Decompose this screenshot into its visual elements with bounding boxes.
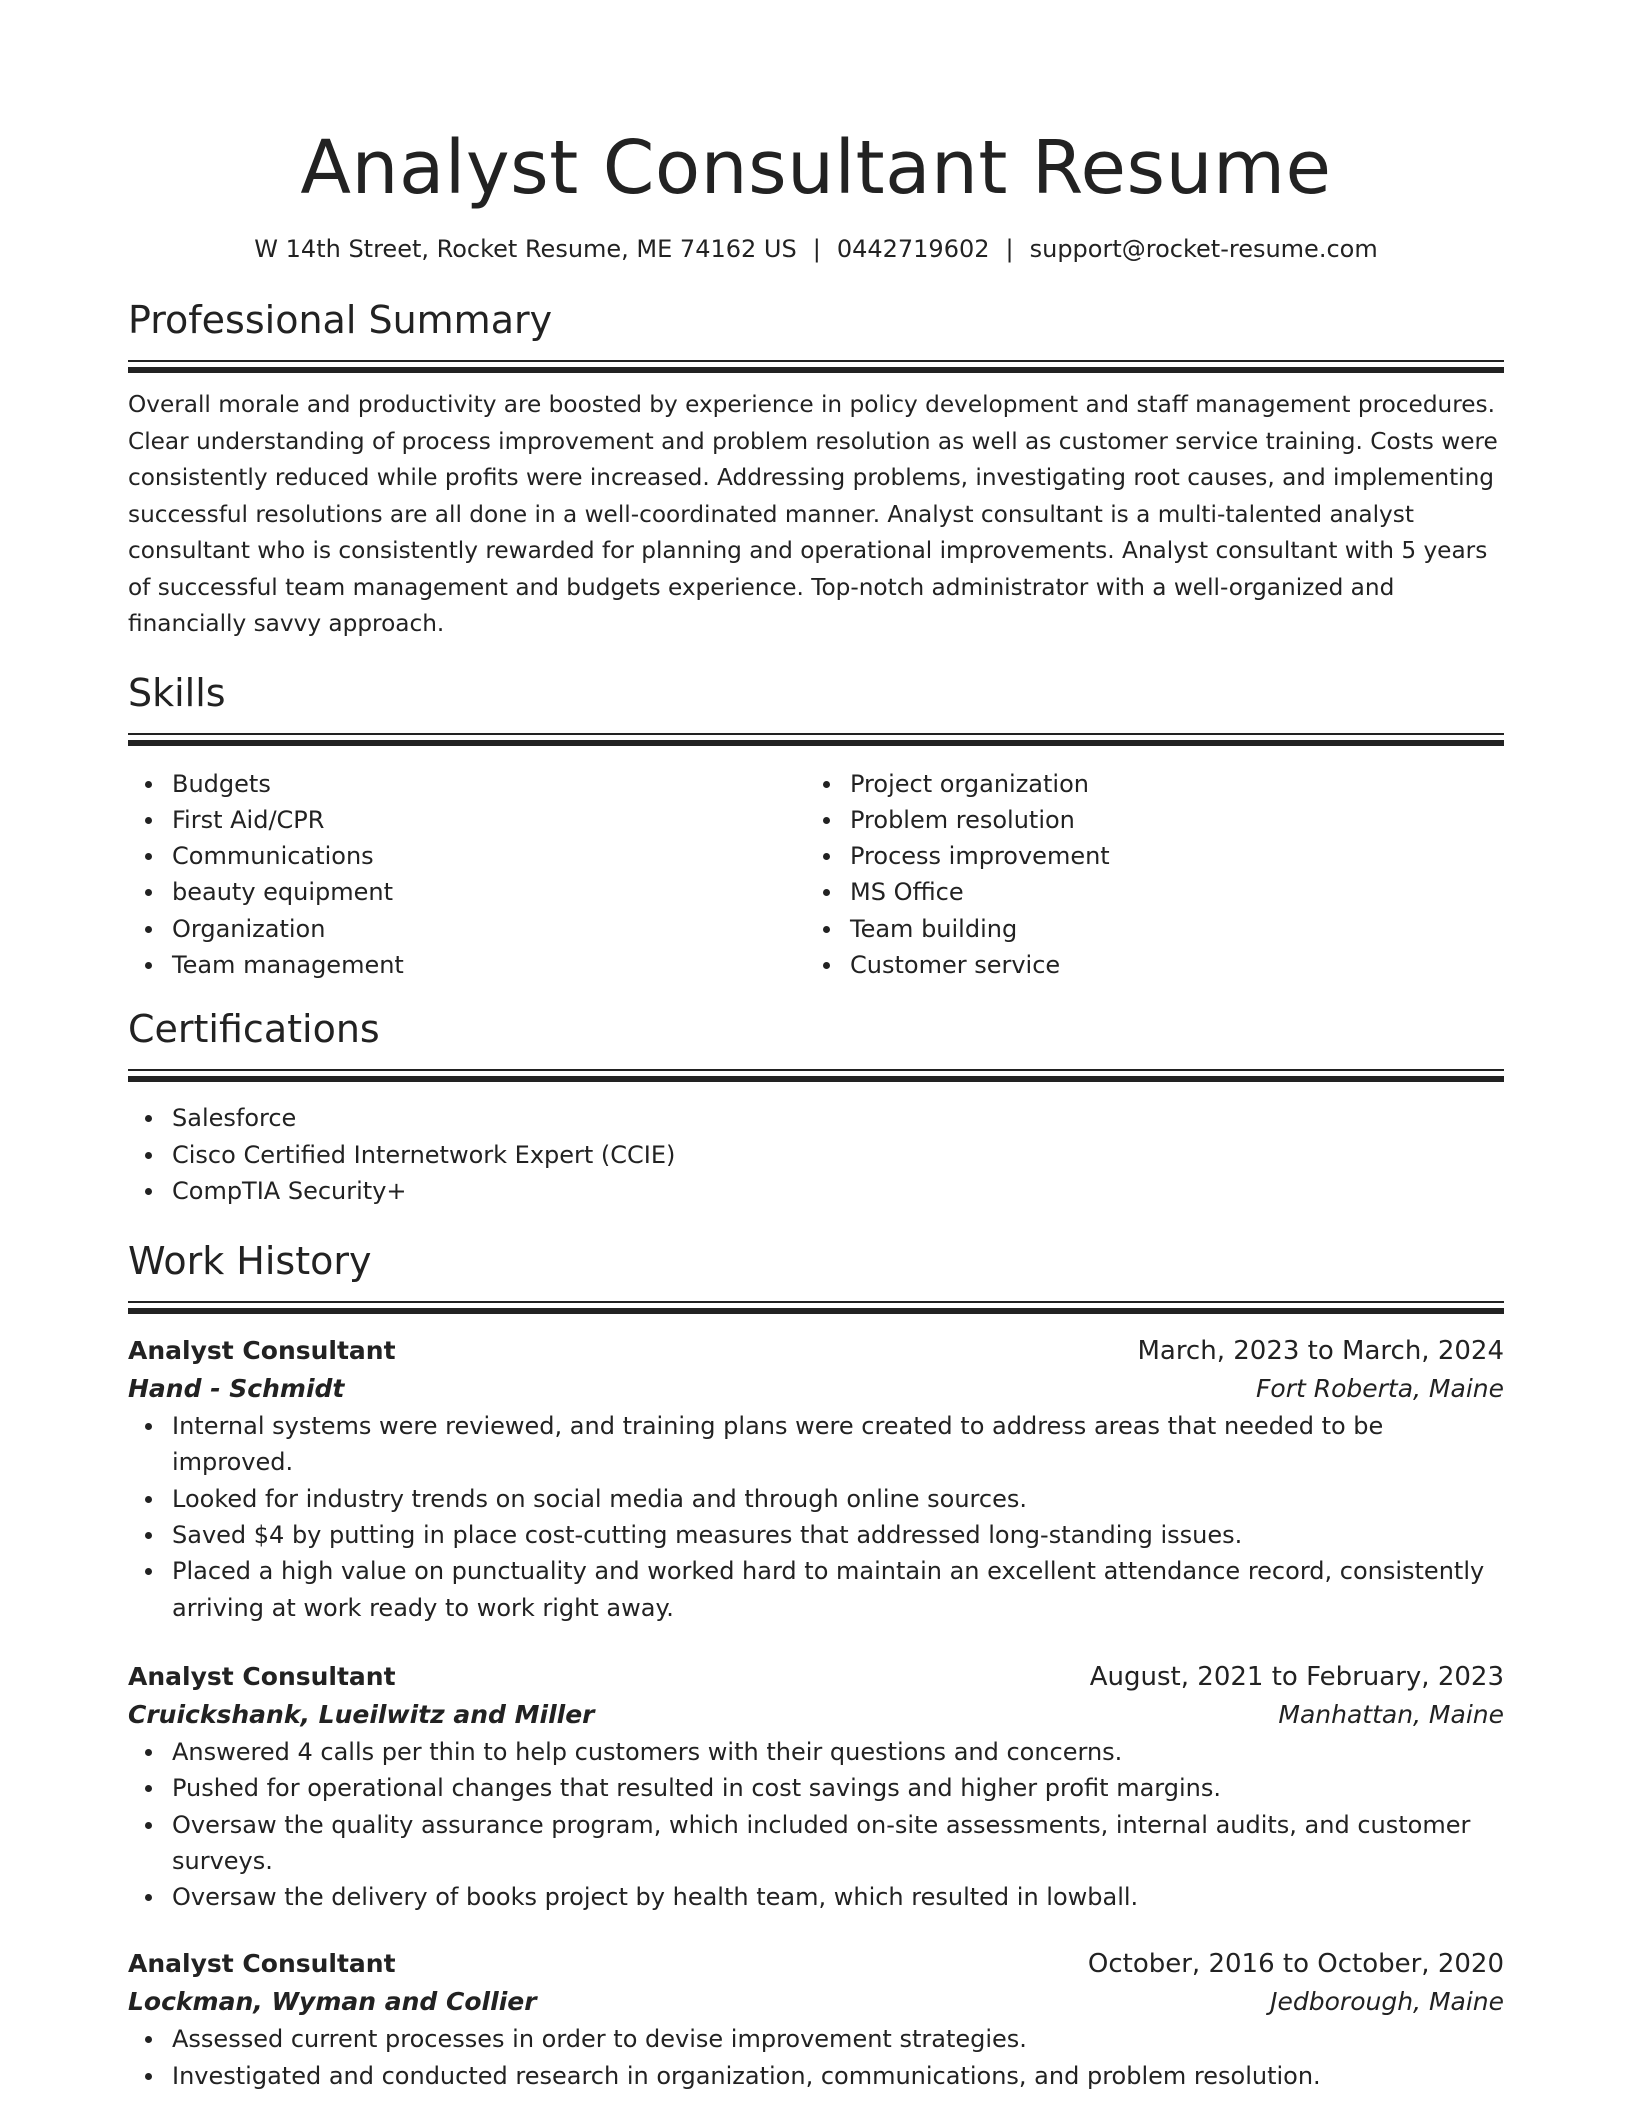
- job-company: Lockman, Wyman and Collier: [128, 1987, 537, 2017]
- section-divider: [128, 1301, 1504, 1314]
- skills-column-left: [128, 766, 806, 984]
- skill-item: Customer service: [850, 947, 1484, 983]
- skills-grid: [128, 766, 1504, 984]
- certifications-heading: Certifications: [128, 1007, 380, 1052]
- job-location: Manhattan, Maine: [1278, 1699, 1504, 1729]
- job-dates: August, 2021 to February, 2023: [1089, 1661, 1504, 1692]
- job-duty: Answered 4 calls per thin to help customers with their questions and concerns.: [172, 1734, 1504, 1770]
- job-title: Analyst Consultant: [128, 1661, 396, 1691]
- job-entry: [128, 1332, 1504, 1626]
- job-dates: October, 2016 to October, 2020: [1087, 1949, 1504, 1980]
- job-entry: [128, 1945, 1504, 2094]
- certifications-section: [128, 1005, 1504, 1209]
- resume-title: Analyst Consultant Resume: [300, 125, 1332, 211]
- job-duty: Investigated and conducted research in organization, communications, and problem resolution.: [172, 2058, 1504, 2094]
- job-duty: Pushed for operational changes that resulted in cost savings and higher profit margins.: [172, 1770, 1504, 1806]
- contact-phone: 0442719602: [836, 235, 990, 263]
- job-duty: Internal systems were reviewed, and training plans were created to address areas that needed to be improved.: [172, 1408, 1504, 1481]
- job-location: Jedborough, Maine: [1270, 1987, 1504, 2017]
- job-header-row: [128, 1332, 1504, 1370]
- skill-item: MS Office: [850, 874, 1484, 910]
- summary-text: Overall morale and productivity are boosted by experience in policy development and staff management procedures. Clear understanding of process improvement and problem resolution as well as customer service training. Costs were consistently reduced while profits were increased. Addressing problems, investigating root causes, and implementing successful resolutions are all done in a well-coordinated manner. Analyst consultant is a multi-talented analyst consultant who is consistently rewarded for planning and operational improvements. Analyst consultant with 5 years of successful team management and budgets experience. Top-notch administrator with a well-organized and financially savvy approach.: [128, 391, 1498, 637]
- skill-item: beauty equipment: [172, 874, 806, 910]
- certification-item: Cisco Certified Internetwork Expert (CCIE): [172, 1137, 1504, 1173]
- certification-item: Salesforce: [172, 1100, 1504, 1136]
- skill-item: First Aid/CPR: [172, 802, 806, 838]
- job-duty: Oversaw the quality assurance program, which included on-site assessments, internal audits, and customer surveys.: [172, 1807, 1504, 1880]
- job-duties-list: [128, 2021, 1504, 2094]
- work-history-heading: Work History: [128, 1239, 372, 1284]
- job-company: Cruickshank, Lueilwitz and Miller: [128, 1699, 595, 1729]
- job-title: Analyst Consultant: [128, 1336, 396, 1366]
- job-duty: Saved $4 by putting in place cost-cutting measures that addressed long-standing issues.: [172, 1517, 1504, 1553]
- skill-item: Project organization: [850, 766, 1484, 802]
- job-subheader-row: [128, 1983, 1504, 2021]
- section-divider: [128, 733, 1504, 746]
- job-duty: Placed a high value on punctuality and worked hard to maintain an excellent attendance record, consistently arriving at work ready to work right away.: [172, 1553, 1504, 1626]
- skill-item: Team building: [850, 911, 1484, 947]
- job-entry: [128, 1658, 1504, 1915]
- job-duties-list: [128, 1408, 1504, 1626]
- contact-email: support@rocket-resume.com: [1029, 235, 1378, 263]
- skill-item: Process improvement: [850, 838, 1484, 874]
- summary-heading: Professional Summary: [128, 298, 553, 342]
- contact-separator: |: [1005, 235, 1014, 263]
- certifications-list: [128, 1100, 1504, 1209]
- job-company: Hand - Schmidt: [128, 1374, 345, 1404]
- contact-address: W 14th Street, Rocket Resume, ME 74162 US: [254, 235, 797, 263]
- section-divider: [128, 360, 1504, 373]
- skills-column-right: [806, 766, 1484, 984]
- skills-section: [128, 669, 1504, 984]
- section-divider: [128, 1069, 1504, 1082]
- job-subheader-row: [128, 1696, 1504, 1734]
- resume-page: [128, 0, 1504, 2094]
- skills-list-left: [128, 766, 806, 984]
- skill-item: Problem resolution: [850, 802, 1484, 838]
- job-title: Analyst Consultant: [128, 1949, 396, 1979]
- skills-list-right: [806, 766, 1484, 984]
- certification-item: CompTIA Security+: [172, 1173, 1504, 1209]
- job-duty: Looked for industry trends on social media and through online sources.: [172, 1481, 1504, 1517]
- job-header-row: [128, 1945, 1504, 1983]
- job-duties-list: [128, 1734, 1504, 1915]
- job-duty: Oversaw the delivery of books project by health team, which resulted in lowball.: [172, 1879, 1504, 1915]
- skill-item: Communications: [172, 838, 806, 874]
- skill-item: Budgets: [172, 766, 806, 802]
- contact-separator: |: [812, 235, 821, 263]
- job-dates: March, 2023 to March, 2024: [1137, 1336, 1504, 1367]
- skill-item: Team management: [172, 947, 806, 983]
- summary-section: [128, 296, 1504, 643]
- skills-heading: Skills: [128, 670, 226, 715]
- job-location: Fort Roberta, Maine: [1256, 1374, 1504, 1404]
- job-header-row: [128, 1658, 1504, 1696]
- job-subheader-row: [128, 1370, 1504, 1408]
- job-duty: Assessed current processes in order to devise improvement strategies.: [172, 2021, 1504, 2057]
- skill-item: Organization: [172, 911, 806, 947]
- work-history-section: [128, 1237, 1504, 2094]
- contact-line: [128, 232, 1504, 266]
